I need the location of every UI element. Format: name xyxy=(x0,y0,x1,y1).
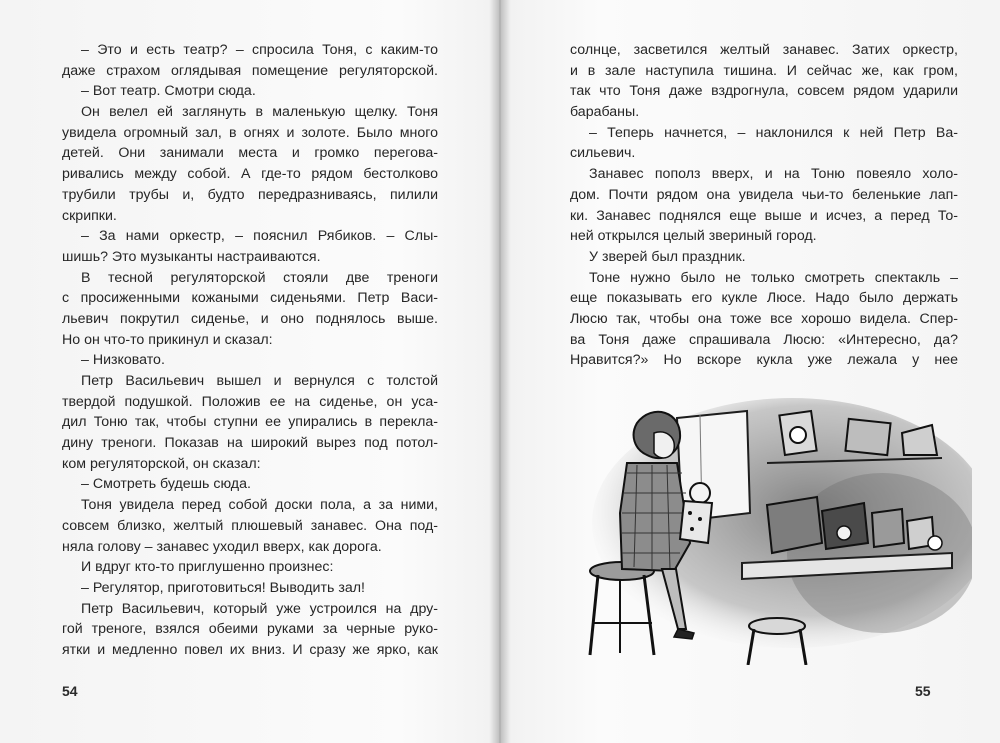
right-page-text xyxy=(570,40,958,371)
text-line: ки. Занавес поднялся еще выше и исчез, а перед То- xyxy=(570,207,958,224)
text-line: Нравится?» Но вскоре кукла уже лежала у нее xyxy=(570,352,958,369)
illustration-girl-at-theater xyxy=(582,393,972,665)
text-line: даже страхом оглядывая помещение регуляторской. xyxy=(62,62,438,79)
text-line: няла голову – занавес уходил вверх, как дорога. xyxy=(62,538,382,555)
text-line: скрипки. xyxy=(62,207,117,224)
text-line: Петр Васильевич вышел и вернулся с толстой xyxy=(81,373,438,389)
text-line: с просиженными кожаными сиденьями. Петр Васи- xyxy=(62,290,438,307)
text-line: И вдруг кто-то приглушенно произнес: xyxy=(81,559,334,576)
text-line: трубили трубы и, будто передразниваясь, пилили xyxy=(62,186,438,203)
text-line: солнце, засветился желтый занавес. Затих оркестр, xyxy=(570,42,958,58)
text-line: дину треноги. Показав на широкий вырез под потол- xyxy=(62,435,438,452)
text-line: гой треноге, взялся обеими руками за черные руко- xyxy=(62,621,438,638)
left-page xyxy=(0,0,498,743)
text-line: – Вот театр. Смотри сюда. xyxy=(81,83,256,100)
text-line: У зверей был праздник. xyxy=(589,248,746,265)
left-page-text xyxy=(62,40,438,661)
text-line: твердой подушкой. Положив ее на сиденье, он уса- xyxy=(62,393,438,410)
text-line: льевич покрутил сиденье, и оно поднялось выше. xyxy=(62,310,438,327)
text-line: дом. Почти рядом она увидела чьи-то беленькие лап- xyxy=(570,186,958,203)
text-line: – Смотреть будешь сюда. xyxy=(81,476,251,493)
page-number: 54 xyxy=(62,683,78,699)
text-line: сильевич. xyxy=(570,145,636,162)
text-line: ней открылся целый звериный город. xyxy=(570,228,817,245)
text-line: Тоне нужно было не только смотреть спектакль – xyxy=(589,269,958,286)
text-line: барабаны. xyxy=(570,104,640,121)
text-line: Занавес пополз вверх, и на Тоню повеяло холо- xyxy=(589,166,958,183)
text-line: и в зале наступила тишина. И сейчас же, как гром, xyxy=(570,62,958,79)
text-line: В тесной регуляторской стояли две треноги xyxy=(81,269,438,286)
text-line: Он велел ей заглянуть в маленькую щелку. Тоня xyxy=(81,104,438,121)
text-line: ком регуляторской, он сказал: xyxy=(62,455,261,472)
text-line: – Теперь начнется, – наклонился к ней Петр Ва- xyxy=(589,124,958,141)
text-line: ятки и медленно повел их вниз. И сразу же ярко, как xyxy=(62,641,438,658)
text-line: увидела огромный зал, в огнях и золоте. Было много xyxy=(62,124,438,141)
text-line: ва Тоня даже спрашивала Люсю: «Интересно, да? xyxy=(570,331,958,348)
text-line: Тоня увидела перед собой доски пола, а за ними, xyxy=(81,497,438,514)
text-line: Но он что-то прикинул и сказал: xyxy=(62,331,273,348)
text-line: – Низковато. xyxy=(81,352,165,369)
text-line: дил Тоню так, чтобы ступни ее упирались в перекла- xyxy=(62,414,438,431)
text-line: – Регулятор, приготовиться! Выводить зал! xyxy=(81,579,365,596)
text-line: Петр Васильевич, который уже устроился на дру- xyxy=(81,600,438,617)
text-line: Люсю так, чтобы она тоже все хорошо видела. Спер- xyxy=(570,310,958,327)
text-line: еще показывать его кукле Люсе. Надо было держать xyxy=(570,290,958,307)
text-line: шишь? Это музыканты настраиваются. xyxy=(62,248,321,265)
text-line: – За нами оркестр, – пояснил Рябиков. – Слы- xyxy=(81,228,438,245)
text-line: – Это и есть театр? – спросила Тоня, с каким-то xyxy=(81,42,438,58)
text-line: детей. Они занимали места и громко перегова- xyxy=(62,145,438,162)
text-line: так что Тоня даже вздрогнула, совсем рядом ударили xyxy=(570,83,958,100)
text-line: ривались между собой. А где-то рядом бестолково xyxy=(62,166,438,183)
text-line: совсем близко, желтый плюшевый занавес. Она под- xyxy=(62,517,438,534)
page-number: 55 xyxy=(915,683,931,699)
right-page xyxy=(502,0,1000,743)
